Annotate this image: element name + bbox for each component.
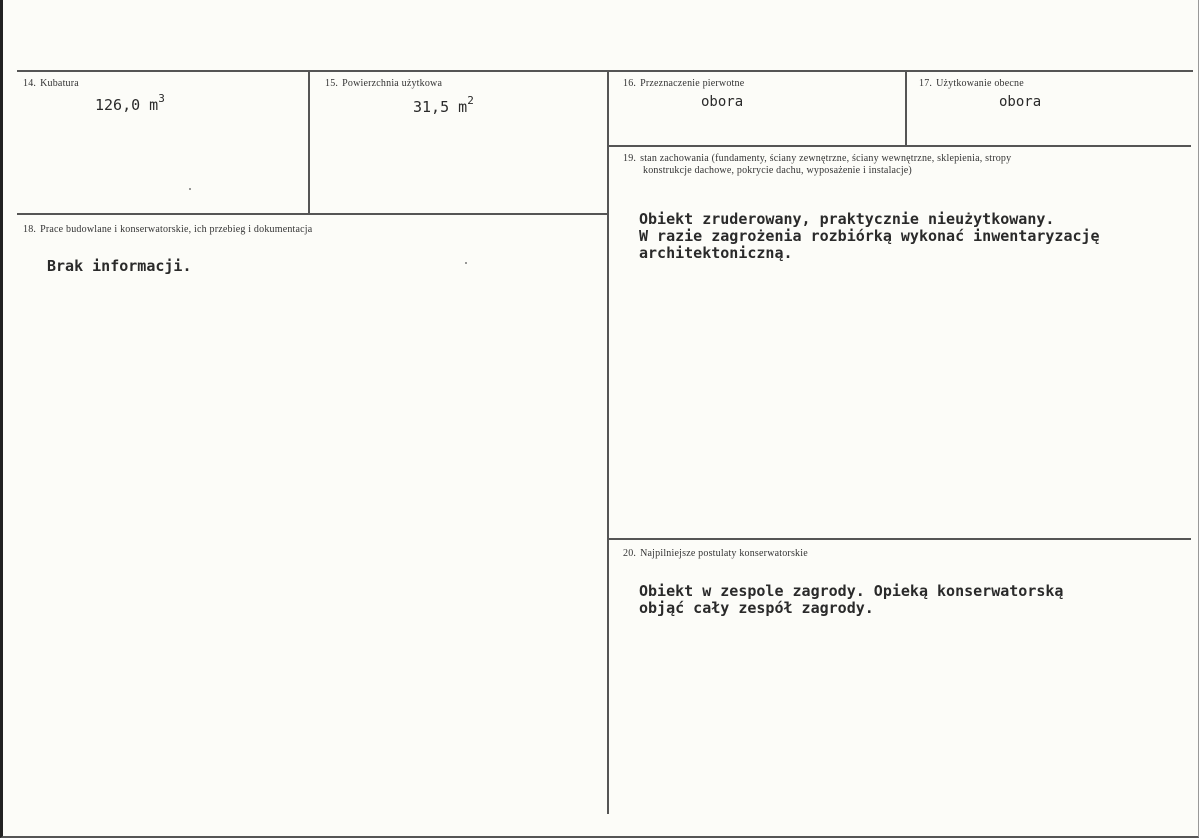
paper-speck — [189, 188, 191, 190]
field-19-label-line1: 19. stan zachowania (fundamenty, ściany zewnętrzne, ściany wewnętrzne, sklepienia, stropy — [623, 153, 1012, 164]
field-16-value: obora — [701, 94, 744, 110]
field-18-text: Brak informacji. — [47, 257, 192, 275]
divider-16-17 — [905, 70, 907, 146]
field-19-text-line1: Obiekt zruderowany, praktycznie nieużytkowany. — [639, 210, 1055, 228]
field-15-label: 15. Powierzchnia użytkowa — [325, 78, 443, 89]
field-17-value: obora — [999, 94, 1042, 110]
field-17-label: 17. Użytkowanie obecne — [919, 78, 1024, 89]
field-16-label: 16. Przeznaczenie pierwotne — [623, 78, 745, 89]
field-20-text-line1: Obiekt w zespole zagrody. Opieką konserwatorską — [639, 582, 1064, 600]
field-20-label: 20. Najpilniejsze postulaty konserwatorskie — [623, 548, 808, 559]
top-rule — [17, 70, 1193, 72]
field-14-label: 14. Kubatura — [23, 78, 79, 89]
field-19-label-line2: konstrukcje dachowe, pokrycie dachu, wyposażenie i instalacje) — [643, 165, 912, 176]
rule-below-14-15 — [17, 213, 608, 215]
field-19-text-line3: architektoniczną. — [639, 244, 793, 262]
field-18-label: 18. Prace budowlane i konserwatorskie, ich przebieg i dokumentacja — [23, 224, 313, 235]
paper-speck — [465, 262, 467, 264]
rule-above-20 — [609, 538, 1191, 540]
field-14-value: 126,0 $m^3$ — [95, 92, 165, 114]
field-19-text-line2: W razie zagrożenia rozbiórką wykonać inwentaryzację — [639, 227, 1100, 245]
center-divider — [607, 70, 609, 814]
divider-14-15 — [308, 70, 310, 214]
rule-below-16-17 — [609, 145, 1191, 147]
field-15-value: 31,5 $m^2$ — [413, 94, 474, 116]
field-20-text-line2: objąć cały zespół zagrody. — [639, 599, 874, 617]
